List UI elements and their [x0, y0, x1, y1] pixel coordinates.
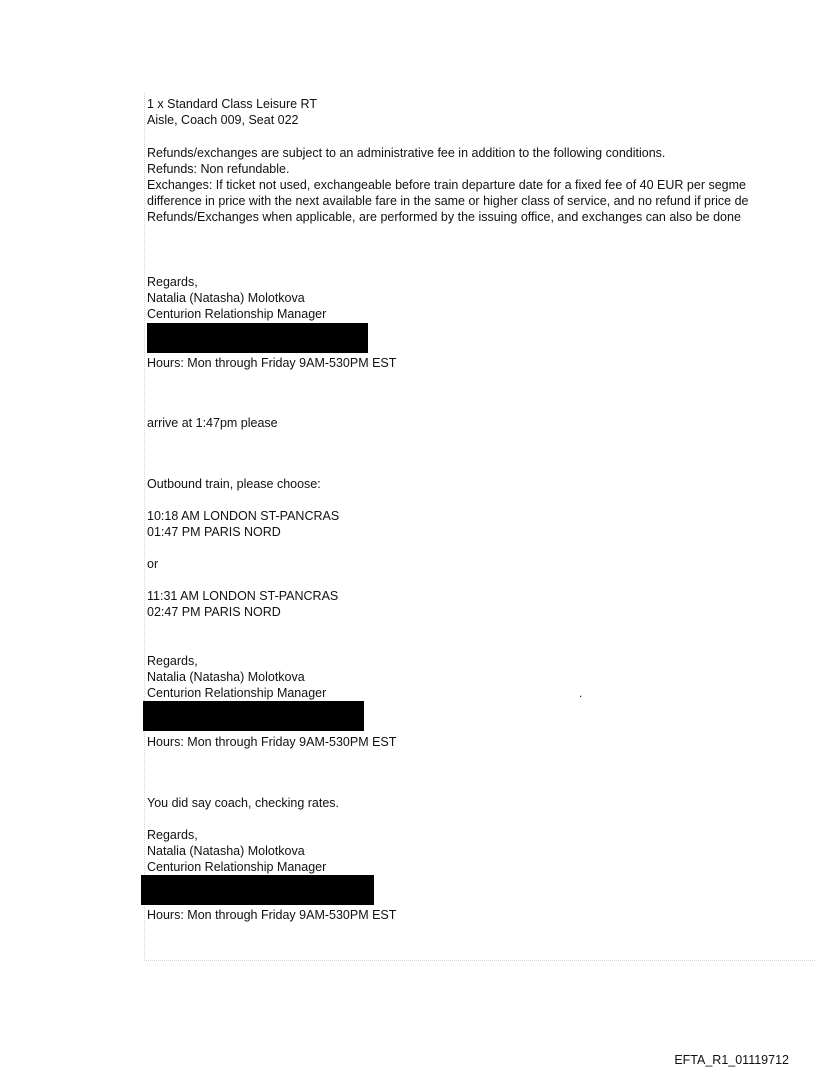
regards-text: Regards, — [147, 275, 198, 289]
outbound-intro: Outbound train, please choose: — [147, 477, 321, 491]
seat-line: Aisle, Coach 009, Seat 022 — [147, 113, 299, 127]
office-hours: Hours: Mon through Friday 9AM-530PM EST — [147, 735, 397, 749]
sender-name: Natalia (Natasha) Molotkova — [147, 291, 305, 305]
document-id: EFTA_R1_01119712 — [674, 1053, 789, 1067]
coach-message: You did say coach, checking rates. — [147, 796, 340, 810]
sender-name: Natalia (Natasha) Molotkova — [147, 670, 305, 684]
redaction-block — [143, 701, 364, 731]
price-difference-line: difference in price with the next available fare in the same or higher class of service, and no refund if price de — [147, 194, 749, 208]
exchanges-line: Exchanges: If ticket not used, exchangeable before train departure date for a fixed fee of 40 EUR per segme — [147, 178, 746, 192]
redaction-block — [147, 323, 368, 353]
ticket-class-line: 1 x Standard Class Leisure RT — [147, 97, 317, 111]
regards-text: Regards, — [147, 828, 198, 842]
sender-title: Centurion Relationship Manager — [147, 686, 327, 700]
issuing-office-line: Refunds/Exchanges when applicable, are performed by the issuing office, and exchanges can also be done — [147, 210, 741, 224]
regards-text: Regards, — [147, 654, 198, 668]
sender-title: Centurion Relationship Manager — [147, 307, 327, 321]
refunds-line: Refunds: Non refundable. — [147, 162, 290, 176]
option2-departure: 11:31 AM LONDON ST-PANCRAS — [147, 589, 339, 603]
or-separator: or — [147, 557, 159, 571]
option1-arrival: 01:47 PM PARIS NORD — [147, 525, 281, 539]
sender-name: Natalia (Natasha) Molotkova — [147, 844, 305, 858]
option2-arrival: 02:47 PM PARIS NORD — [147, 605, 281, 619]
option1-departure: 10:18 AM LONDON ST-PANCRAS — [147, 509, 340, 523]
stray-mark: . — [579, 686, 583, 700]
arrive-message: arrive at 1:47pm please — [147, 416, 278, 430]
sender-title: Centurion Relationship Manager — [147, 860, 327, 874]
conditions-intro: Refunds/exchanges are subject to an administrative fee in addition to the following conditions. — [147, 146, 666, 160]
redaction-block — [141, 875, 374, 905]
office-hours: Hours: Mon through Friday 9AM-530PM EST — [147, 908, 397, 922]
office-hours: Hours: Mon through Friday 9AM-530PM EST — [147, 356, 397, 370]
